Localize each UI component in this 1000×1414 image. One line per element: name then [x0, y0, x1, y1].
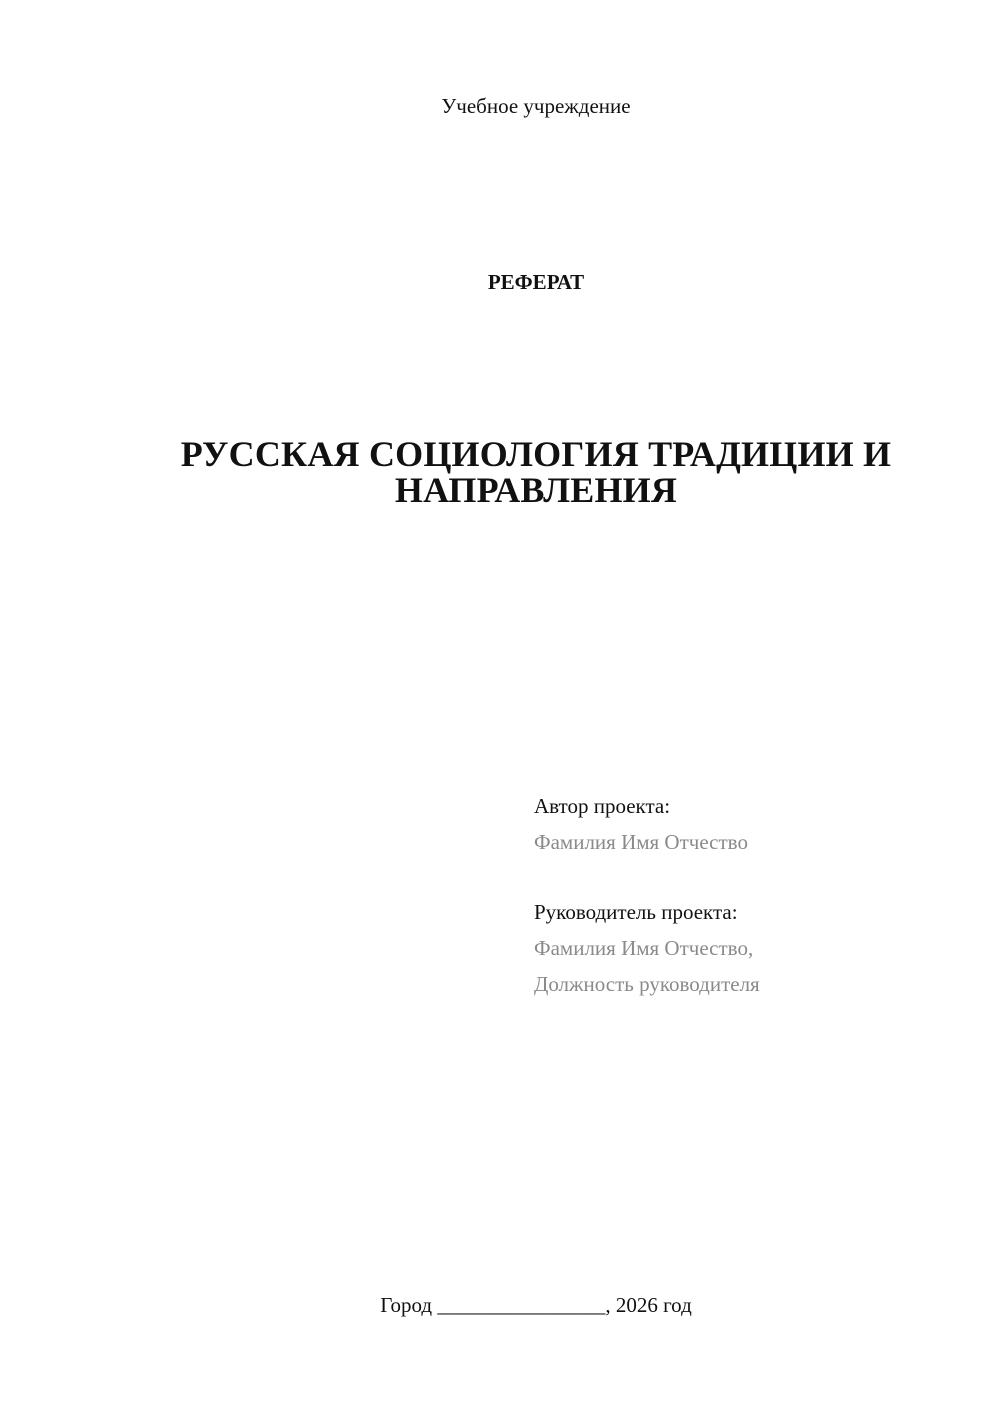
- credits-block: [534, 788, 954, 1002]
- institution-name: Учебное учреждение: [441, 94, 631, 118]
- supervisor-label: Руководитель проекта:: [534, 900, 738, 924]
- city-year-line: Город ________________, 2026 год: [380, 1293, 692, 1317]
- supervisor-name: Фамилия Имя Отчество,: [534, 936, 754, 960]
- author-label: Автор проекта:: [534, 794, 671, 818]
- document-type: РЕФЕРАТ: [487, 270, 585, 294]
- document-title: РУССКАЯ СОЦИОЛОГИЯ ТРАДИЦИИ И НАПРАВЛЕНИЯ: [180, 434, 892, 510]
- supervisor-position: Должность руководителя: [534, 972, 760, 996]
- credits-spacer: [534, 860, 954, 894]
- author-name: Фамилия Имя Отчество: [534, 830, 748, 854]
